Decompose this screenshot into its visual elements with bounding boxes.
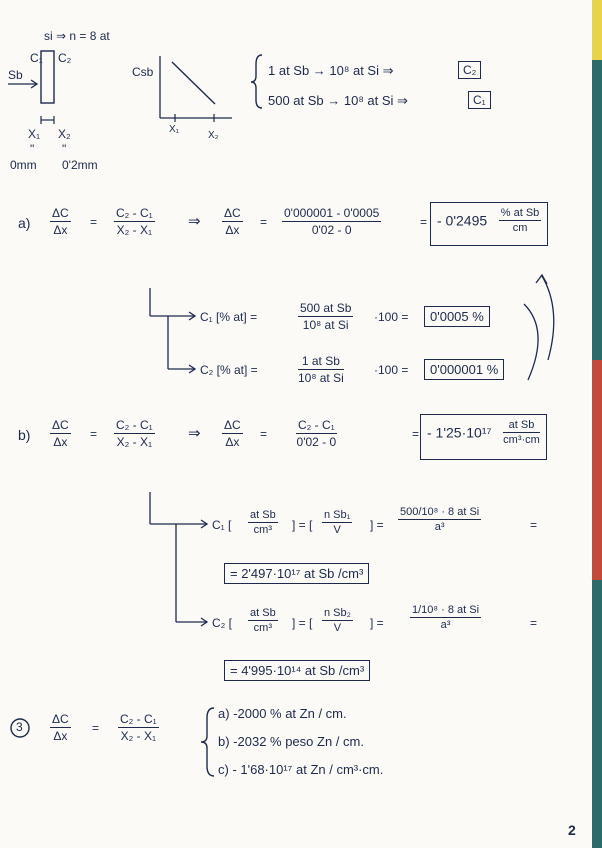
part-3-lhs: $\frac{\Delta C}{\Delta x}$ [52, 712, 69, 743]
part-a-result-box [430, 202, 548, 246]
part-b-c2-eq-end: = [530, 616, 538, 630]
part-b-c2-box: = 4'995·10¹⁴ at Sb /cm³ [224, 660, 370, 681]
part-b-general: $\frac{\text{C₂ - C₁}}{\text{X₂ - X₁}}$ [116, 418, 153, 449]
part-b-c2-end: ] = [370, 616, 384, 630]
part-b-eq2: = [260, 427, 268, 441]
part-b-c2-label: C₂ [ [212, 616, 232, 630]
part-b-eq3: = [412, 427, 420, 441]
part-3-a: a) -2000 % at Zn / cm. [218, 706, 347, 721]
part-b-c1-mid: ] = [ [292, 518, 313, 532]
x2-value: 0'2mm [62, 158, 98, 172]
part-a-result-unit: $\frac{\text{\% at Sb}}{cm}$ [500, 207, 540, 234]
page-number: 2 [568, 822, 576, 838]
part-b-c1-formula: $\frac{\text{500/10⁸ · 8 at Si}}{\text{a³}}$ [400, 506, 480, 533]
relation-1: 1 at Sb → 10⁸ at Si ⇒ [268, 63, 394, 78]
part-a-label: a) [18, 215, 31, 231]
part-a-c1-frac: $\frac{\text{500 at Sb}}{\text{10⁸ at Si}}$ [300, 301, 352, 332]
right-brace-a [524, 304, 538, 380]
sb-label: Sb [8, 68, 23, 82]
part-b-c2-formula: $\frac{\text{1/10⁸ · 8 at Si}}{\text{a³}}$ [412, 604, 480, 631]
part-b-result: - 1'25·10¹⁷ [427, 424, 492, 441]
part-3-eq: = [92, 721, 100, 735]
part-a-c1-box: 0'0005 % [424, 306, 490, 327]
part-a-c1-mult: ·100 = [374, 310, 409, 324]
part-b-eq: = [90, 427, 98, 441]
part-3-general: $\frac{\text{C₂ - C₁}}{\text{X₂ - X₁}}$ [120, 712, 157, 743]
part-b-c1-label: C₁ [ [212, 518, 232, 532]
x1-label: X₁ [28, 127, 41, 141]
curved-arrow [542, 276, 554, 360]
plot-x1-label: X₁ [169, 124, 180, 135]
part-b-result-unit: $\frac{\text{at Sb}}{\text{cm³·cm}}$ [503, 419, 540, 446]
part3-brace [201, 708, 214, 776]
part-a-values: $\frac{0'000001 - 0'0005}{0'02 - 0}$ [284, 206, 380, 237]
part-a-c1-label: C₁ [% at] = [200, 310, 258, 324]
header-brace [251, 55, 262, 108]
part-b-c1-box: = 2'497·10¹⁷ at Sb /cm³ [224, 563, 369, 584]
x1-value: 0mm [10, 158, 37, 172]
part-b-lhs2: $\frac{\Delta C}{\Delta x}$ [224, 418, 241, 449]
sample-bar [41, 51, 54, 103]
plot-x2-label: X₂ [208, 130, 219, 141]
part-b-c1-unit: $\frac{\text{at Sb}}{\text{cm³}}$ [250, 509, 276, 536]
part-a-result: - 0'2495 [437, 212, 488, 229]
part-b-c1-n: $\frac{\text{n Sb₁}}{V}$ [324, 509, 351, 536]
part-a-c2-frac: $\frac{\text{1 at Sb}}{\text{10⁸ at Si}}$ [298, 354, 344, 385]
si-relation: si ⇒ n = 8 at [44, 29, 110, 43]
eq-mark-2: " [62, 142, 67, 156]
c2-label: C₂ [58, 51, 72, 65]
part-3-c: c) - 1'68·10¹⁷ at Zn / cm³·cm. [218, 762, 384, 777]
part-b-label: b) [18, 427, 31, 443]
part-a-eq3: = [420, 215, 428, 229]
part-b-c2-n: $\frac{\text{n Sb₂}}{V}$ [324, 607, 351, 634]
part-a-general: $\frac{\text{C₂ - C₁}}{\text{X₂ - X₁}}$ [116, 206, 153, 237]
part-b-c2-unit: $\frac{\text{at Sb}}{\text{cm³}}$ [250, 607, 276, 634]
part-b-result-box [420, 414, 547, 460]
csb-label: Csb [132, 65, 154, 79]
part-a-c2-box: 0'000001 % [424, 359, 504, 380]
part-b-lhs: $\frac{\Delta C}{\Delta x}$ [52, 418, 69, 449]
part-3-label: 3 [16, 720, 23, 734]
part-b-c1-eq-end: = [530, 518, 538, 532]
relation-2-box: C₁ [468, 91, 491, 109]
part-a-eq2: = [260, 215, 268, 229]
c1-label: C₁ [30, 51, 43, 65]
relation-2: 500 at Sb → 10⁸ at Si ⇒ [268, 93, 408, 108]
part-a-eq: = [90, 215, 98, 229]
part-b-values: $\frac{\text{C₂ - C₁}}{0'02 - 0}$ [296, 418, 337, 449]
part-a-lhs2: $\frac{\Delta C}{\Delta x}$ [224, 206, 241, 237]
x2-label: X₂ [58, 127, 71, 141]
part-a-c2-label: C₂ [% at] = [200, 363, 258, 377]
part-a-lhs: $\frac{\Delta C}{\Delta x}$ [52, 206, 69, 237]
part-b-c2-mid: ] = [ [292, 616, 313, 630]
plot-profile-line [172, 62, 215, 104]
part-3-b: b) -2032 % peso Zn / cm. [218, 734, 364, 749]
part-a-implies: ⇒ [188, 213, 201, 230]
relation-1-box: C₂ [458, 61, 481, 79]
part-a-c2-mult: ·100 = [374, 363, 409, 377]
part-b-implies: ⇒ [188, 425, 201, 442]
page-edge-decoration [592, 0, 602, 848]
part-b-c1-end: ] = [370, 518, 384, 532]
eq-mark-1: " [30, 142, 35, 156]
